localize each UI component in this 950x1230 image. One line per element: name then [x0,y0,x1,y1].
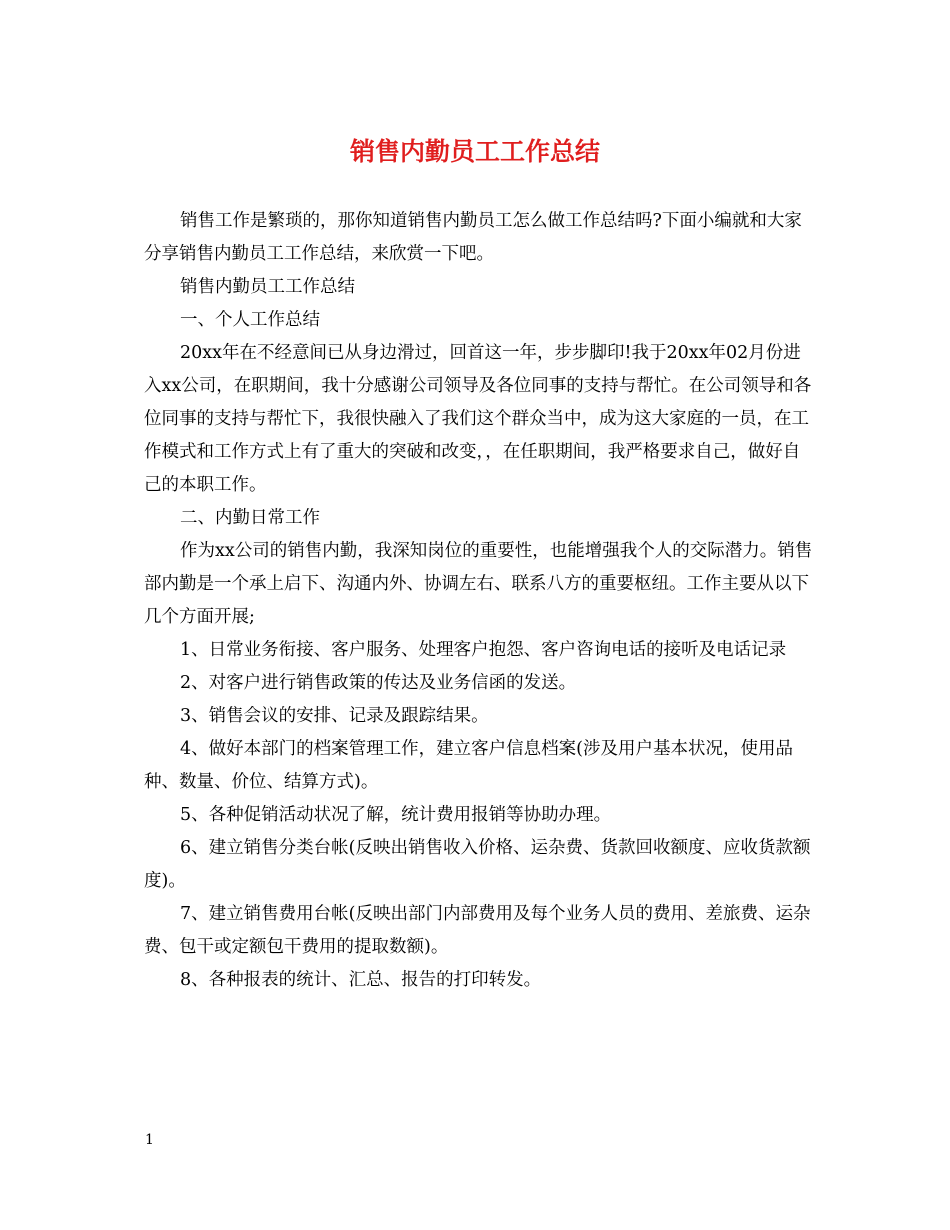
list-item-7: 7、建立销售费用台帐(反映出部门内部费用及每个业务人员的费用、差旅费、运杂费、包干或定额包干费用的提取数额)。 [144,904,811,957]
list-item-4: 4、做好本部门的档案管理工作，建立客户信息档案(涉及用户基本状况，使用品种、数量、价位、结算方式)。 [144,739,793,792]
document-body [144,205,814,997]
list-item-8: 8、各种报表的统计、汇总、报告的打印转发。 [180,970,542,990]
section-heading-daily-work: 二、内勤日常工作 [180,508,320,528]
list-item-6: 6、建立销售分类台帐(反映出销售收入价格、运杂费、货款回收额度、应收货款额度)。 [144,838,811,891]
list-item-1: 1、日常业务衔接、客户服务、处理客户抱怨、客户咨询电话的接听及电话记录 [180,640,787,660]
list-item-3: 3、销售会议的安排、记录及跟踪结果。 [180,706,489,726]
paragraph-subtitle: 销售内勤员工工作总结 [180,277,355,297]
document-title: 销售内勤员工工作总结 [349,137,600,166]
paragraph-daily-work: 作为xx公司的销售内勤，我深知岗位的重要性，也能增强我个人的交际潜力。销售部内勤是一个承上启下、沟通内外、协调左右、联系八方的重要枢纽。工作主要从以下几个方面开展; [144,541,813,627]
list-item-5: 5、各种促销活动状况了解，统计费用报销等协助办理。 [180,805,612,825]
list-item-2: 2、对客户进行销售政策的传达及业务信函的发送。 [180,673,577,693]
paragraph-intro: 销售工作是繁琐的，那你知道销售内勤员工怎么做工作总结吗?下面小编就和大家分享销售内勤员工工作总结，来欣赏一下吧。 [144,211,802,264]
page-number: 1 [145,1132,154,1148]
paragraph-personal-summary: 20xx年在不经意间已从身边滑过，回首这一年，步步脚印!我于20xx年02月份进入xx公司，在职期间，我十分感谢公司领导及各位同事的支持与帮忙。在公司领导和各位同事的支持与帮忙下，我很快融入了我们这个群众当中，成为这大家庭的一员，在工作模式和工作方式上有了重大的突破和改变，，在任职期间，我严格要求自己，做好自己的本职工作。 [144,343,812,495]
section-heading-personal-summary: 一、个人工作总结 [180,310,320,330]
